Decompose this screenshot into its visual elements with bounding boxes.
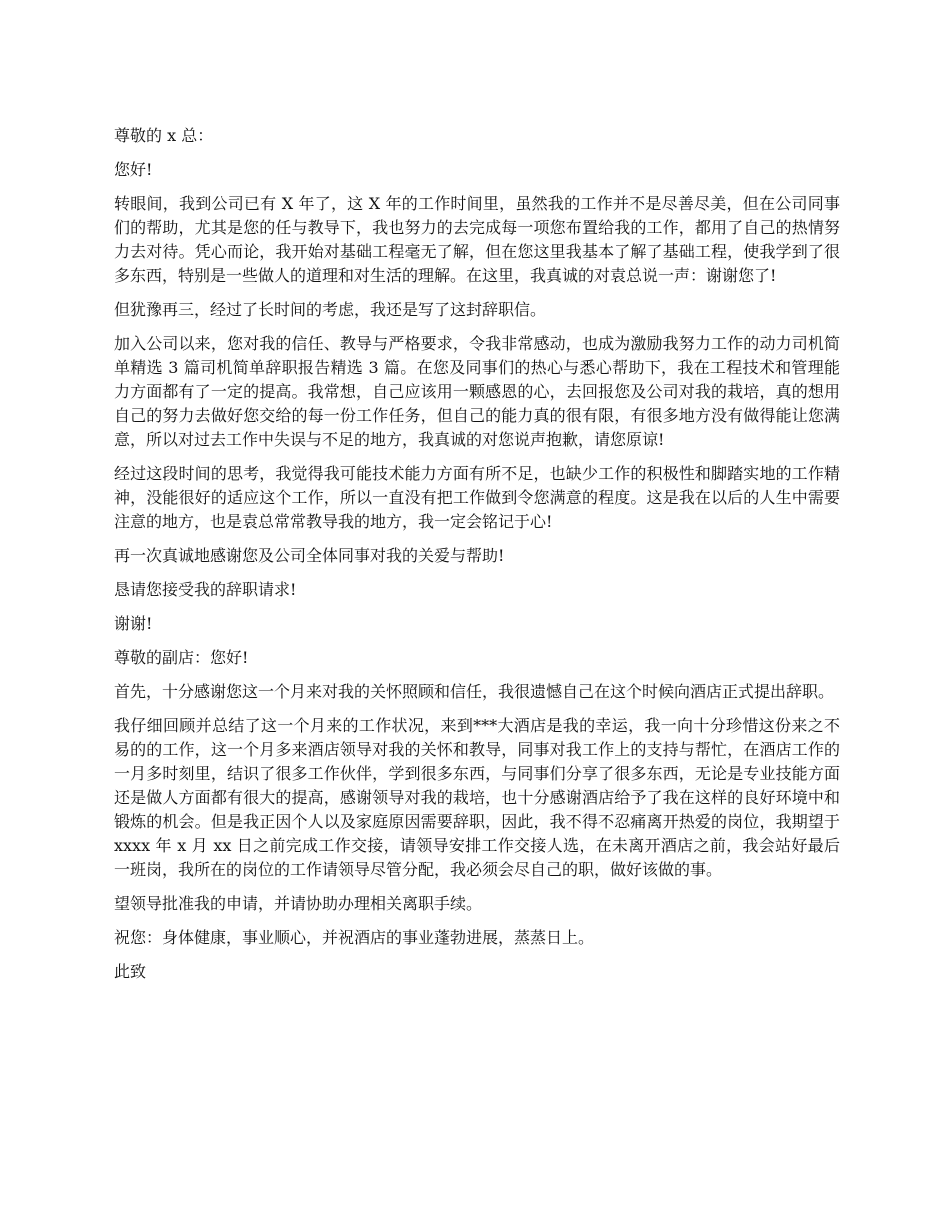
body-paragraph: 我仔细回顾并总结了这一个月来的工作状况，来到***大酒店是我的幸运，我一向十分珍惜这份来之不易的的工作，这一个月多来酒店领导对我的关怀和教导，同事对我工作上的支持与帮忙，在酒店工作的一月多时刻里，结识了很多工作伙伴，学到很多东西，与同事们分享了很多东西，无论是专业技能方面还是做人方面都有很大的提高，感谢领导对我的栽培，也十分感谢酒店给予了我在这样的良好环境中和锻炼的机会。但是我正因个人以及家庭原因需要辞职，因此，我不得不忍痛离开热爱的岗位，我期望于 xxxx 年 x 月 xx 日之前完成工作交接，请领导安排工作交接人选，在未离开酒店之前，我会站好最后一班岗，我所在的岗位的工作请领导尽管分配，我必须会尽自己的职，做好该做的事。	[114, 716, 840, 879]
thanks-line: 再一次真诚地感谢您及公司全体同事对我的关爱与帮助!	[114, 546, 505, 565]
request-line: 恳请您接受我的辞职请求!	[114, 580, 297, 599]
body-paragraph: 经过这段时间的思考，我觉得我可能技术能力方面有所不足，也缺少工作的积极性和脚踏实地的工作精神，没能很好的适应这个工作，所以一直没有把工作做到令您满意的程度。这是我在以后的人生中需要注意的地方，也是袁总常常教导我的地方，我一定会铭记于心!	[114, 464, 840, 531]
greeting-1: 您好!	[114, 160, 153, 179]
document-page	[114, 124, 840, 994]
body-paragraph: 加入公司以来，您对我的信任、教导与严格要求，令我非常感动，也成为激励我努力工作的动力司机简单精选 3 篇司机简单辞职报告精选 3 篇。在您及同事们的热心与悉心帮助下，我在工程技术和管理能力方面都有了一定的提高。我常想，自己应该用一颗感恩的心，去回报您及公司对我的栽培，真的想用自己的努力去做好您交给的每一份工作任务，但自己的能力真的很有限，有很多地方没有做得能让您满意，所以对过去工作中失误与不足的地方，我真诚的对您说声抱歉，请您原谅!	[114, 334, 840, 449]
closing-line: 此致	[114, 962, 147, 981]
salutation-deputy: 尊敬的副店：您好!	[114, 648, 249, 667]
body-paragraph: 转眼间，我到公司已有 X 年了，这 X 年的工作时间里，虽然我的工作并不是尽善尽美，但在公司同事们的帮助，尤其是您的任与教导下，我也努力的去完成每一项您布置给我的工作，都用了自己的热情努力去对待。凭心而论，我开始对基础工程毫无了解，但在您这里我基本了解了基础工程，使我学到了很多东西，特别是一些做人的道理和对生活的理解。在这里，我真诚的对袁总说一声：谢谢您了!	[114, 194, 840, 285]
body-paragraph: 首先，十分感谢您这一个月来对我的关怀照顾和信任，我很遗憾自己在这个时候向酒店正式提出辞职。	[114, 682, 835, 701]
salutation-x: 尊敬的 x 总：	[114, 126, 214, 145]
approval-request-line: 望领导批准我的申请，并请协助办理相关离职手续。	[114, 894, 483, 913]
thank-you-line: 谢谢!	[114, 614, 153, 633]
body-paragraph: 但犹豫再三，经过了长时间的考虑，我还是写了这封辞职信。	[114, 300, 547, 319]
wishes-line: 祝您：身体健康，事业顺心，并祝酒店的事业蓬勃进展，蒸蒸日上。	[114, 928, 595, 947]
